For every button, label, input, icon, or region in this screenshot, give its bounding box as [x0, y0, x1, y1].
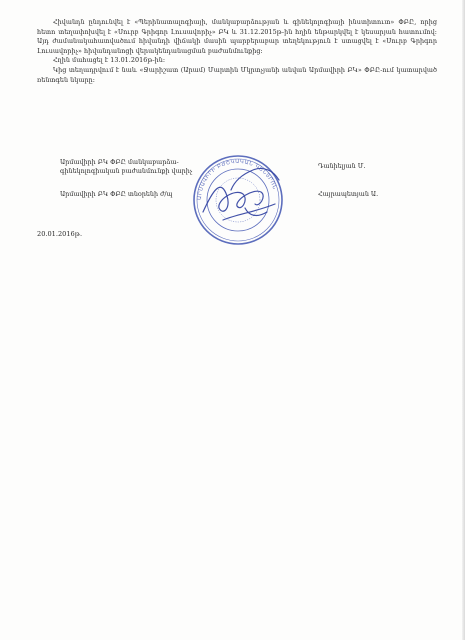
official-stamp-image: [183, 150, 293, 250]
stamp-ring-text: ԱՐՄԱՎԻՐԻ ԲԺՇԿԱԿԱՆ ԿԵՆՏՐՈՆ: [196, 158, 278, 201]
paragraph-death-date: Հղին մահացել է 13.01.2016թ-ին:: [53, 56, 166, 65]
signature-title-head-of-department: [60, 158, 192, 177]
signature-name-head-of-department: Դանիելյան Մ.: [318, 162, 366, 170]
signature-title-line: գինեկոլոգիական բաժանմունքի վարիչ: [60, 167, 193, 176]
signature-name-acting-director: Հայրապետյան Ա.: [318, 190, 379, 198]
document-body: [37, 18, 437, 85]
paragraph-transfer: Հիվանդն ընդունվել է «Պերինատալոգիայի, մանկաբարձության և գինեկոլոգիայի ինստիտուտ» ՓԲԸ, որից հետո տեղափոխվել է «Սուրբ Գրիգոր Լուսավորիչ» ԲԿ և 31.12.2015թ-ին հղին ենթարկվել է կեսարյան հատումով: Այդ ժամանակահատվածում հիվանդի վիճակի մասին պարբերաբար տեղեկություն է ստացվել է «Սուրբ Գրիգոր Լուսավորիչ» հիվանդանոցի վերակենդանացման բաժանմունքից:: [37, 18, 437, 55]
signature-title-acting-director: Արմավիրի ԲԿ ՓԲԸ տնօրենի ժ/պ: [60, 190, 173, 198]
signature-title-line: Արմավիրի ԲԿ ՓԲԸ մանկաբարձա-: [60, 158, 179, 166]
paragraph-attachment: Կից տեղադրվում է նաև «Ջարիշատ (Արամ) Մարտին Մկրտչյանի անվան Արմավիրի ԲԿ» ՓԲԸ-ում կատարված ռենտգեն նկարը:: [37, 65, 437, 84]
document-date: 20.01.2016թ.: [37, 230, 83, 238]
